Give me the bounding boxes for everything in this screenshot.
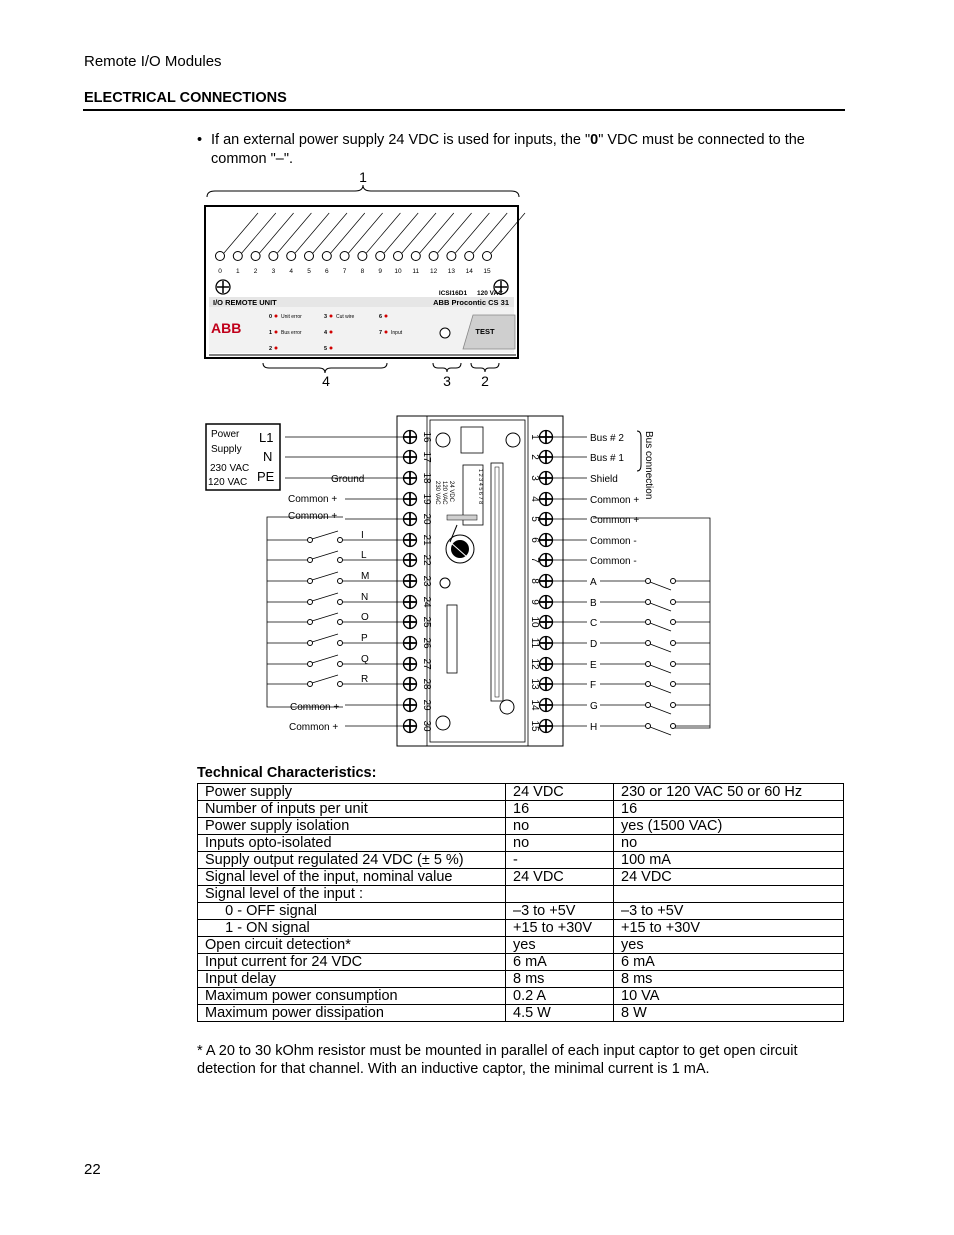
spec-parameter: Number of inputs per unit [198, 801, 506, 818]
status-led-icon [275, 331, 278, 334]
spec-row [198, 784, 844, 801]
channel-number: 13 [447, 268, 456, 275]
right-terminal-label: Common + [590, 515, 640, 526]
spec-row [198, 801, 844, 818]
terminal-screw-icon [404, 678, 417, 691]
led-number: 7 [379, 330, 383, 336]
channel-led-icon [287, 252, 296, 261]
input-label: N [361, 592, 369, 603]
section-title: ELECTRICAL CONNECTIONS [84, 90, 287, 106]
channel-number: 10 [394, 268, 402, 275]
spec-value-ac: 100 mA [614, 852, 844, 869]
led-number: 6 [379, 314, 383, 320]
spec-row [198, 988, 844, 1005]
spec-parameter: Power supply [198, 784, 506, 801]
input-switch-icon [267, 613, 403, 625]
input-switch-icon [267, 634, 403, 646]
callout-1: 1 [359, 169, 367, 185]
input-switch-icon [600, 703, 710, 715]
status-led-icon [330, 331, 333, 334]
input-label: O [361, 612, 369, 623]
channel-led-icon [411, 252, 420, 261]
right-terminal-label: Shield [590, 474, 618, 485]
terminal-number: 13 [529, 678, 540, 690]
input-switch-icon [267, 675, 403, 687]
spec-value-ac: +15 to +30V [614, 920, 844, 937]
channel-led-icon [340, 252, 349, 261]
dip-numbers: 1 2 3 4 5 6 7 8 [477, 469, 483, 505]
spec-parameter: Signal level of the input : [198, 886, 506, 903]
terminal-number: 7 [529, 557, 540, 563]
callout-4: 4 [322, 373, 330, 389]
spec-value-ac: yes (1500 VAC) [614, 818, 844, 835]
led-label: Input [391, 330, 403, 336]
terminal-screw-icon [404, 637, 417, 650]
switch-label-230vac: 230 VAC [434, 481, 440, 505]
input-label: I [361, 530, 364, 541]
status-led-icon [330, 347, 333, 350]
terminal-number: 17 [421, 451, 432, 463]
input-switch-icon [267, 531, 403, 543]
bullet-text [211, 131, 837, 169]
terminal-number: 4 [529, 496, 540, 502]
spec-value-ac: yes [614, 937, 844, 954]
spec-value-24vdc: no [506, 818, 614, 835]
tech-title: Technical Characteristics: [197, 765, 377, 781]
channel-led-icon [322, 252, 331, 261]
switch-label-120vac: 120 VAC [441, 481, 447, 505]
bus-connection-label: Bus connection [643, 431, 654, 500]
spec-parameter: Maximum power consumption [198, 988, 506, 1005]
spec-row [198, 937, 844, 954]
input-label: M [361, 571, 370, 582]
input-switch-icon [267, 572, 403, 584]
spec-value-24vdc: +15 to +30V [506, 920, 614, 937]
spec-value-ac: no [614, 835, 844, 852]
led-label: Bus error [281, 330, 302, 336]
common-plus-label: Common + [289, 722, 339, 733]
channel-number: 5 [307, 268, 311, 275]
status-led-icon [330, 315, 333, 318]
channel-number: 8 [360, 268, 365, 275]
channel-led-icon [465, 252, 474, 261]
terminal-screw-icon [540, 513, 553, 526]
right-terminal-label: E [590, 660, 597, 671]
channel-led-icon [429, 252, 438, 261]
channel-number: 6 [324, 268, 329, 275]
spec-value-24vdc: 6 mA [506, 954, 614, 971]
led-number: 1 [269, 330, 273, 336]
channel-number: 12 [429, 268, 438, 275]
terminal-number: 29 [421, 699, 432, 711]
module-front-view [205, 169, 525, 389]
terminal-number: 2 [529, 454, 540, 460]
model-label: ICSI16D1 [438, 290, 468, 297]
terminal-screw-icon [540, 678, 553, 691]
right-terminal-label: G [590, 701, 598, 712]
channel-led-icon [251, 252, 260, 261]
terminal-screw-icon [404, 596, 417, 609]
channel-led-icon [394, 252, 403, 261]
power-title-1: Power [211, 429, 240, 440]
spec-parameter: Open circuit detection* [198, 937, 506, 954]
channel-number: 14 [465, 268, 473, 275]
led-number: 2 [269, 346, 273, 352]
channel-number: 1 [235, 268, 240, 275]
spec-parameter: Signal level of the input, nominal value [198, 869, 506, 886]
channel-number: 7 [342, 268, 347, 275]
terminal-screw-icon [540, 554, 553, 567]
input-switch-icon [600, 662, 710, 674]
terminal-number: 25 [421, 616, 432, 628]
led-label: Cut wire [336, 314, 355, 320]
terminal-screw-icon [540, 534, 553, 547]
terminal-number: 15 [529, 720, 540, 732]
right-terminal-label: B [590, 598, 597, 609]
test-label: TEST [475, 327, 495, 336]
spec-row [198, 1005, 844, 1022]
terminal-screw-icon [540, 637, 553, 650]
wiring-diagram [195, 165, 735, 755]
channel-led-icon [269, 252, 278, 261]
terminal-screw-icon [540, 451, 553, 464]
channel-led-icon [376, 252, 385, 261]
spec-row [198, 903, 844, 920]
spec-value-24vdc: 24 VDC [506, 869, 614, 886]
spec-row [198, 971, 844, 988]
brand-label: ABB Procontic CS 31 [433, 298, 509, 307]
terminal-number: 3 [529, 475, 540, 481]
spec-value-24vdc: yes [506, 937, 614, 954]
callout-3: 3 [443, 373, 451, 389]
input-switch-icon [267, 655, 403, 667]
spec-value-24vdc: 0.2 A [506, 988, 614, 1005]
terminal-screw-icon [540, 658, 553, 671]
spec-value-24vdc: - [506, 852, 614, 869]
terminal-screw-icon [540, 493, 553, 506]
spec-value-24vdc [506, 886, 614, 903]
input-label: L [361, 550, 367, 561]
led-number: 5 [324, 346, 328, 352]
spec-parameter: Maximum power dissipation [198, 1005, 506, 1022]
terminal-screw-icon [540, 720, 553, 733]
terminal-screw-icon [404, 616, 417, 629]
status-led-icon [385, 331, 388, 334]
channel-number: 4 [289, 268, 294, 275]
terminal-number: 22 [421, 554, 432, 566]
channel-number: 2 [253, 268, 258, 275]
power-v1: 230 VAC [210, 463, 250, 474]
terminal-number: 10 [529, 616, 540, 628]
spec-value-ac: 8 ms [614, 971, 844, 988]
right-switch-bus [593, 518, 710, 728]
spec-parameter: Inputs opto-isolated [198, 835, 506, 852]
bullet-text-part-a: If an external power supply 24 VDC is used for inputs, the " [211, 132, 591, 148]
power-title-2: Supply [211, 444, 242, 455]
terminal-screw-icon [404, 575, 417, 588]
spec-value-24vdc: 8 ms [506, 971, 614, 988]
power-terminal-pe: PE [257, 469, 275, 484]
input-switch-icon [600, 641, 710, 653]
running-header: Remote I/O Modules [84, 53, 222, 70]
spec-parameter: Input current for 24 VDC [198, 954, 506, 971]
input-label: Q [361, 654, 369, 665]
right-terminal-label: A [590, 577, 597, 588]
terminal-screw-icon [404, 493, 417, 506]
spec-parameter: 1 - ON signal [198, 920, 506, 937]
terminal-screw-icon [404, 472, 417, 485]
terminal-screw-icon [404, 699, 417, 712]
spec-value-ac: 16 [614, 801, 844, 818]
channel-number: 9 [378, 268, 383, 275]
terminal-number: 11 [529, 637, 540, 649]
spec-value-24vdc: –3 to +5V [506, 903, 614, 920]
voltage-label: 120 VAC [477, 290, 503, 297]
spec-value-ac: 8 W [614, 1005, 844, 1022]
input-label: R [361, 674, 369, 685]
channel-led-icon [233, 252, 242, 261]
input-switch-icon [267, 593, 403, 605]
spec-value-ac: 6 mA [614, 954, 844, 971]
spec-value-24vdc: 16 [506, 801, 614, 818]
right-terminal-label: C [590, 618, 598, 629]
common-plus-label: Common + [288, 511, 338, 522]
right-terminal-label: Bus # 2 [590, 433, 624, 444]
terminal-number: 19 [421, 493, 432, 505]
spec-value-24vdc: 4.5 W [506, 1005, 614, 1022]
terminal-number: 12 [529, 658, 540, 670]
terminal-number: 1 [529, 434, 540, 440]
spec-value-ac: 10 VA [614, 988, 844, 1005]
spec-parameter: Supply output regulated 24 VDC (± 5 %) [198, 852, 506, 869]
spec-value-ac: 24 VDC [614, 869, 844, 886]
status-led-icon [385, 315, 388, 318]
input-switch-icon [600, 600, 710, 612]
channel-number: 15 [483, 268, 491, 275]
screw-left-icon [216, 280, 230, 294]
spec-table [197, 783, 844, 1022]
channel-number: 0 [218, 268, 222, 275]
spec-row [198, 852, 844, 869]
spec-row [198, 920, 844, 937]
terminal-screw-icon [404, 720, 417, 733]
callout-2: 2 [481, 373, 489, 389]
common-plus-label: Common + [290, 702, 340, 713]
terminal-screw-icon [404, 431, 417, 444]
spec-value-ac [614, 886, 844, 903]
terminal-screw-icon [404, 534, 417, 547]
terminal-screw-icon [404, 554, 417, 567]
right-terminal-label: D [590, 639, 598, 650]
terminal-screw-icon [404, 451, 417, 464]
right-terminal-label: Common + [590, 495, 640, 506]
spec-row [198, 818, 844, 835]
bullet-text-part-b: " VDC must be connected to the common "–". [211, 132, 805, 167]
terminal-number: 8 [529, 578, 540, 584]
right-terminal-label: Common - [590, 556, 637, 567]
unit-label: I/O REMOTE UNIT [213, 298, 277, 307]
led-label: Unit error [281, 314, 302, 320]
led-number: 4 [324, 330, 328, 336]
bullet-dot: • [197, 132, 203, 148]
channel-number: 11 [412, 268, 420, 275]
left-switch-bus [267, 517, 343, 707]
input-switch-icon [267, 551, 403, 563]
terminal-number: 9 [529, 599, 540, 605]
terminal-number: 20 [421, 513, 432, 525]
spec-parameter: 0 - OFF signal [198, 903, 506, 920]
footnote: * A 20 to 30 kOhm resistor must be mounted in parallel of each input captor to get open circuit detection for that channel. With an inductive captor, the minimal current is 1 mA. [197, 1043, 798, 1077]
channel-led-icon [447, 252, 456, 261]
power-terminal-n: N [263, 449, 273, 464]
abb-logo: ABB [211, 320, 242, 336]
section-rule [83, 109, 845, 111]
channel-led-icon [216, 252, 225, 261]
terminal-screw-icon [540, 472, 553, 485]
status-led-icon [275, 315, 278, 318]
right-terminal-label: Common - [590, 536, 637, 547]
terminal-number: 5 [529, 516, 540, 522]
input-label: P [361, 633, 368, 644]
bullet-text-bold: 0 [590, 132, 599, 148]
power-terminal-l1: L1 [259, 430, 274, 445]
input-switch-icon [600, 620, 710, 632]
terminal-number: 26 [421, 637, 432, 649]
terminal-number: 27 [421, 658, 432, 670]
channel-number: 3 [271, 268, 276, 275]
input-switch-icon [600, 682, 710, 694]
power-v2: 120 VAC [208, 477, 248, 488]
status-led-icon [275, 347, 278, 350]
spec-parameter: Input delay [198, 971, 506, 988]
ground-label: Ground [331, 474, 365, 485]
common-plus-label: Common + [288, 494, 338, 505]
switch-label-24vdc: 24 VDC [448, 481, 454, 503]
terminal-screw-icon [540, 431, 553, 444]
right-terminal-label: F [590, 680, 597, 691]
terminal-screw-icon [540, 575, 553, 588]
input-switch-icon [600, 724, 710, 736]
terminal-number: 30 [421, 720, 432, 732]
terminal-screw-icon [404, 513, 417, 526]
led-number: 3 [324, 314, 328, 320]
spec-value-24vdc: no [506, 835, 614, 852]
spec-parameter: Power supply isolation [198, 818, 506, 835]
spec-value-24vdc: 24 VDC [506, 784, 614, 801]
spec-row [198, 886, 844, 903]
spec-row [198, 835, 844, 852]
spec-row [198, 954, 844, 971]
terminal-number: 28 [421, 678, 432, 690]
terminal-screw-icon [540, 616, 553, 629]
spec-value-ac: –3 to +5V [614, 903, 844, 920]
right-terminal-label: Bus # 1 [590, 453, 624, 464]
terminal-screw-icon [540, 596, 553, 609]
input-switch-icon [600, 579, 710, 591]
led-number: 0 [269, 314, 273, 320]
status-lamp-icon [440, 328, 450, 338]
terminal-number: 14 [529, 699, 540, 711]
channel-led-icon [358, 252, 367, 261]
right-terminal-label: H [590, 722, 598, 733]
spec-row [198, 869, 844, 886]
channel-led-icon [305, 252, 314, 261]
terminal-number: 21 [421, 534, 432, 546]
terminal-number: 24 [421, 596, 432, 608]
terminal-screw-icon [540, 699, 553, 712]
terminal-number: 6 [529, 537, 540, 543]
page-number: 22 [84, 1161, 101, 1178]
terminal-wiring-view [206, 416, 710, 746]
channel-led-icon [483, 252, 492, 261]
terminal-number: 18 [421, 472, 432, 484]
terminal-number: 16 [421, 431, 432, 443]
spec-value-ac: 230 or 120 VAC 50 or 60 Hz [614, 784, 844, 801]
terminal-number: 23 [421, 575, 432, 587]
terminal-screw-icon [404, 658, 417, 671]
